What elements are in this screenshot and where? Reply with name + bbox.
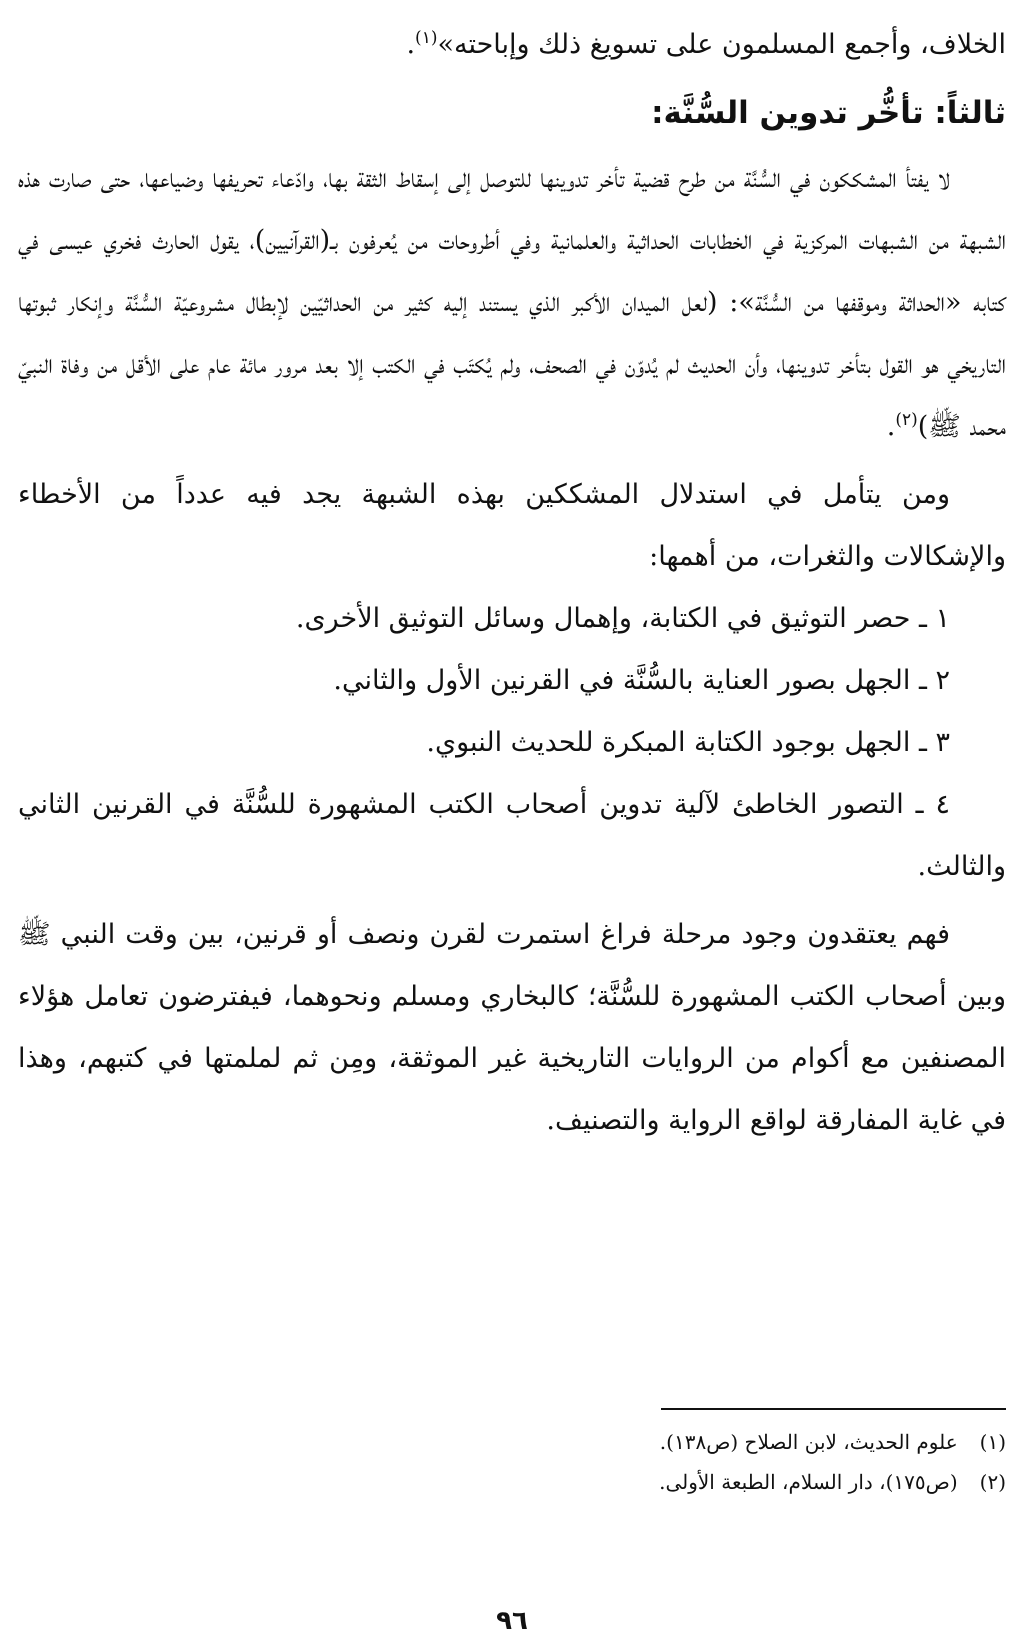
list-item-text: الجهل بوجود الكتابة المبكرة للحديث النبوي. [426, 727, 911, 758]
list-item-text: الجهل بصور العناية بالسُّنَّة في القرنين الأول والثاني. [333, 665, 911, 696]
page-number: ٩٦ [496, 1606, 528, 1636]
paragraph-1-text: لا يفتأ المشككون في السُّنَّة من طرح قضية تأخر تدوينها للتوصل إلى إسقاط الثقة بها، وادّعاء تحريفها وضياعها، حتى صارت هذه الشبهة من الشبهات المركزية في الخطابات الحداثية والعلمانية وفي أطروحات من يُعرفون بـ(القرآنيين)، يقول الحارث فخري عيسى في كتابه «الحداثة وموقفها من السُّنَّة»: (لعل الميدان الأكبر الذي يستند إليه كثير من الحداثيّين لإبطال مشروعيّة السُّنَّة وإنكار ثبوتها التاريخي هو القول بتأخر تدوينها، وأن الحديث لم يُدوّن في الصحف، ولم يُكتَب في الكتب إلا بعد مرور مائة عام على الأقل من وفاة النبيّ محمد ﷺ) [18, 163, 1006, 442]
list-item [18, 774, 1006, 898]
list-item [18, 588, 1006, 650]
footnote-1 [18, 1422, 1006, 1462]
list-item-separator: ـ [910, 603, 936, 634]
footnote-divider [661, 1408, 1006, 1410]
footnotes [18, 1422, 1006, 1502]
paragraph-1 [18, 148, 1006, 458]
intro-text: الخلاف، وأجمع المسلمون على تسويغ ذلك وإباحته» [437, 29, 1006, 60]
footnote-2 [18, 1462, 1006, 1502]
section-heading: ثالثاً: تأخُّر تدوين السُّنَّة: [651, 95, 1006, 131]
list-item-separator: ـ [910, 665, 936, 696]
list-item-number: ٢ [935, 665, 950, 696]
footnote-ref-2[interactable]: (٢) [895, 410, 918, 430]
list-item-separator: ـ [910, 727, 936, 758]
intro-end: . [406, 29, 416, 60]
list-item-separator: ـ [903, 789, 936, 820]
list-item [18, 650, 1006, 712]
footnote-ref-1[interactable]: (١) [415, 28, 438, 48]
paragraph-3: فهم يعتقدون وجود مرحلة فراغ استمرت لقرن ونصف أو قرنين، بين وقت النبي ﷺ وبين أصحاب الكتب المشهورة للسُّنَّة؛ كالبخاري ومسلم ونحوهما، فيفترضون تعامل هؤلاء المصنفين مع أكوام من الروايات التاريخية غير الموثقة، ومِن ثم لملمتها في كتبهم، وهذا في غاية المفارقة لواقع الرواية والتصنيف. [18, 919, 1006, 1136]
footnote-number: (١) [979, 1430, 1006, 1454]
intro-paragraph [18, 14, 1006, 76]
paragraph-2: ومن يتأمل في استدلال المشككين بهذه الشبهة يجد فيه عدداً من الأخطاء والإشكالات والثغرات، من أهمها: [18, 479, 1006, 572]
list-item-number: ١ [935, 603, 950, 634]
list-item-text: التصور الخاطئ لآلية تدوين أصحاب الكتب المشهورة للسُّنَّة في القرنين الثاني والثالث. [18, 789, 1006, 882]
list-item-number: ٣ [935, 727, 950, 758]
list-item [18, 712, 1006, 774]
footnote-text: علوم الحديث، لابن الصلاح (ص١٣٨). [659, 1430, 958, 1454]
list-item-number: ٤ [935, 789, 951, 820]
footnote-text: (ص١٧٥)، دار السلام، الطبعة الأولى. [659, 1470, 958, 1494]
page [18, 14, 1006, 1646]
footnote-number: (٢) [979, 1470, 1006, 1494]
list-item-text: حصر التوثيق في الكتابة، وإهمال وسائل التوثيق الأخرى. [295, 603, 911, 634]
paragraph-1-end: . [886, 411, 896, 442]
points-list [18, 588, 1006, 898]
